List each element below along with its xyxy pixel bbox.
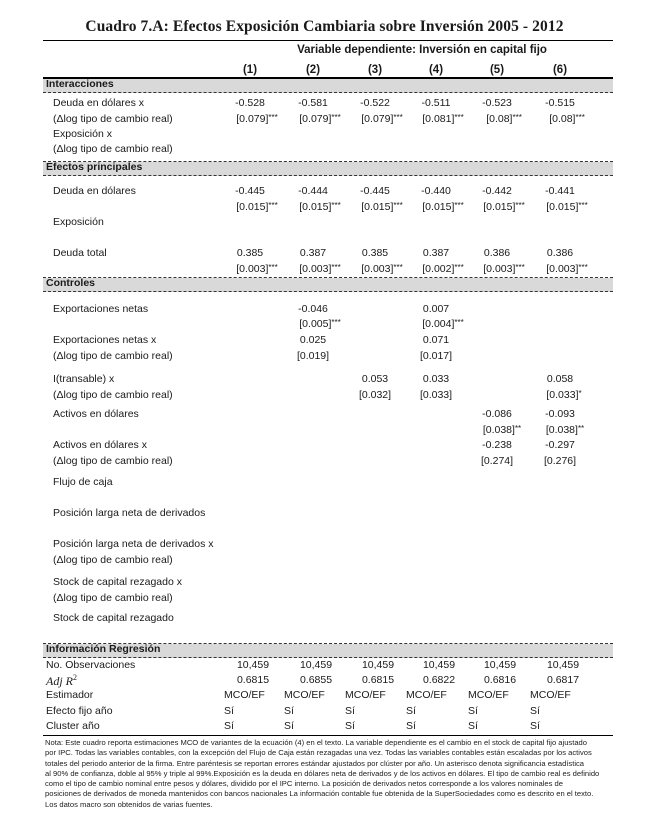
standard-error: [0.079] [361,113,394,125]
standard-error: [0.005] [299,318,332,330]
value-cell: Sí [530,720,540,732]
row-label: Estimador [46,689,94,701]
significance-stars: *** [331,113,341,122]
se-cell [532,113,602,125]
section-label: Interacciones [46,78,114,90]
coef-cell: -0.046 [298,303,328,315]
row-label: Exposición [53,216,104,228]
standard-error: [0.015] [546,201,579,213]
row-label: Cluster año [46,720,100,732]
coef-cell: -0.581 [298,97,328,109]
standard-error: [0.038] [482,424,515,436]
se-cell [529,389,599,401]
value-cell: MCO/EF [530,689,571,701]
section-efectos-principales [43,162,613,176]
coef-cell: 0.053 [361,373,389,385]
value-cell: 0.6855 [299,674,333,686]
row-label: (Δlog tipo de cambio real) [53,389,173,401]
value-cell: Sí [224,705,234,717]
standard-error: [0.015] [361,201,394,213]
row-label: Exportaciones netas [53,303,149,315]
se-cell [285,201,355,213]
column-header-1: (1) [242,64,258,76]
standard-error: [0.079] [236,113,269,125]
note-line: Los datos macro son obtenidos de varias fuentes. [45,799,213,809]
value-cell: Sí [345,705,355,717]
standard-error: [0.079] [299,113,332,125]
row-label: (Δlog tipo de cambio real) [53,143,173,155]
coef-cell: -0.522 [360,97,390,109]
table-note [45,738,615,810]
standard-error: [0.015] [299,201,332,213]
value-cell: MCO/EF [406,689,447,701]
se-cell: [0.033] [419,389,453,401]
coef-cell: -0.440 [421,185,451,197]
standard-error: [0.081] [422,113,455,125]
significance-stars: *** [331,201,341,210]
se-cell [222,201,292,213]
se-cell: [0.274] [480,455,514,467]
significance-stars: *** [578,263,588,272]
coef-cell: -0.445 [360,185,390,197]
note-line: al 90% de confianza, doble al 95% y triple al 99%.Exposición es la deuda en dólares neta de derivados y de los activos en dólares. El tipo de cambio real es definido [45,768,600,778]
significance-stars: *** [454,113,464,122]
section-interacciones [43,79,613,93]
coef-cell: 0.007 [422,303,450,315]
significance-stars: *** [515,263,525,272]
se-cell [285,113,355,125]
value-cell: Sí [530,705,540,717]
significance-stars: *** [454,318,464,327]
standard-error: [0.003] [361,263,394,275]
row-label: Flujo de caja [53,476,113,488]
section-label: Información Regresión [46,643,161,655]
value-cell: 10,459 [299,659,333,671]
row-label: Exposición x [53,128,112,140]
note-line: por IPC. Todas las variables contables, con la excepción del Flujo de Caja están rezagadas una vez. Todas las variables contables están escaladas por los activos [45,748,592,758]
coef-cell: 0.386 [483,247,511,259]
coef-cell: 0.387 [422,247,450,259]
value-cell: 10,459 [361,659,395,671]
coef-cell: -0.444 [298,185,328,197]
coef-cell: -0.442 [482,185,512,197]
se-cell [530,424,600,436]
dependent-variable-header: Variable dependiente: Inversión en capital fijo [297,44,547,56]
value-cell: 0.6815 [236,674,270,686]
value-cell: Sí [468,705,478,717]
significance-stars: *** [331,263,341,272]
significance-stars: ** [514,424,522,433]
significance-stars: *** [268,201,278,210]
section-controles [43,278,613,292]
coef-cell: 0.025 [299,334,327,346]
coef-cell: -0.297 [545,439,575,451]
value-cell: 10,459 [236,659,270,671]
row-label: I(transable) x [53,373,115,385]
se-cell [222,263,292,275]
value-cell: 0.6816 [483,674,517,686]
coef-cell: 0.385 [236,247,264,259]
standard-error: [0.004] [422,318,455,330]
row-label: (Δlog tipo de cambio real) [53,350,173,362]
value-cell: 10,459 [546,659,580,671]
row-label: Stock de capital rezagado [53,612,174,624]
standard-error: [0.08] [549,113,576,125]
coef-cell: -0.523 [482,97,512,109]
row-label: (Δlog tipo de cambio real) [53,554,173,566]
note-line: totales del periodo anterior de la firma. Entre paréntesis se reportan errores estándar ajustados por clúster por año. Un asterisco denota significancia estadística [45,758,585,768]
significance-stars: *** [268,113,278,122]
se-cell [347,113,417,125]
significance-stars: *** [393,201,403,210]
row-label: Posición larga neta de derivados x [53,538,214,550]
row-label: Activos en dólares [53,408,139,420]
significance-stars: *** [578,201,588,210]
section-label: Efectos principales [46,161,143,173]
se-cell [408,318,478,330]
coef-cell: -0.511 [421,97,451,109]
se-cell [532,201,602,213]
se-cell [467,424,537,436]
row-label: (Δlog tipo de cambio real) [53,113,173,125]
coef-cell: 0.386 [546,247,574,259]
significance-stars: *** [454,201,464,210]
row-label: Deuda total [53,247,107,259]
se-cell [469,113,539,125]
se-cell: [0.017] [419,350,453,362]
se-cell [532,263,602,275]
se-cell [347,201,417,213]
standard-error: [0.003] [546,263,579,275]
row-label: Stock de capital rezagado x [53,576,182,588]
table-title: Cuadro 7.A: Efectos Exposición Cambiaria sobre Inversión 2005 - 2012 [85,18,564,35]
coef-cell: -0.515 [545,97,575,109]
column-header-5: (5) [489,64,505,76]
se-cell: [0.276] [543,455,577,467]
significance-stars: *** [575,113,585,122]
standard-error: [0.003] [236,263,269,275]
bottom-rule [43,735,613,736]
top-rule [43,40,613,41]
coef-cell: 0.058 [546,373,574,385]
significance-stars: *** [454,263,464,272]
column-header-3: (3) [367,64,383,76]
value-cell: 0.6815 [361,674,395,686]
se-cell [408,113,478,125]
coef-cell: 0.387 [299,247,327,259]
standard-error: [0.003] [299,263,332,275]
se-cell [469,263,539,275]
section-label: Controles [46,277,96,289]
row-label: Deuda en dólares x [53,97,145,109]
value-cell: MCO/EF [224,689,265,701]
significance-stars: * [578,389,582,398]
value-cell: Sí [406,720,416,732]
row-label: Efecto fijo año [46,705,113,717]
standard-error: [0.015] [236,201,269,213]
value-cell: Sí [284,705,294,717]
value-cell: Sí [345,720,355,732]
value-cell: 0.6822 [422,674,456,686]
se-cell: [0.019] [296,350,330,362]
coef-cell: -0.093 [545,408,575,420]
adj-r2-superscript: 2 [73,673,77,682]
value-cell: MCO/EF [468,689,509,701]
standard-error: [0.015] [422,201,455,213]
coef-cell: 0.071 [422,334,450,346]
standard-error: [0.002] [422,263,455,275]
se-cell [408,263,478,275]
row-label: Activos en dólares x [53,439,147,451]
standard-error: [0.003] [483,263,516,275]
value-cell: Sí [284,720,294,732]
note-line: posiciones de derivados de moneda mantenidos con bancos nacionales La información contable fue obtenida de la SuperSociedades como es descrito en el texto. [45,789,594,799]
significance-stars: *** [393,113,403,122]
section-informacion-regresion [43,644,613,658]
standard-error: [0.015] [483,201,516,213]
se-cell [408,201,478,213]
standard-error: [0.038] [545,424,578,436]
coef-cell: 0.385 [361,247,389,259]
se-cell [285,318,355,330]
value-cell: MCO/EF [345,689,386,701]
significance-stars: *** [393,263,403,272]
standard-error: [0.08] [486,113,513,125]
se-cell: [0.032] [358,389,392,401]
note-line: Nota: Este cuadro reporta estimaciones MCO de variantes de la ecuación (4) en el texto. La variable dependiente es el cambio en el stock de capital fijo ajustado [45,738,587,747]
note-line: como el tipo de cambio nominal entre pesos y dólares, dividido por el IPC interno. La posición de derivados netos corresponde a los valores nominales de [45,779,563,789]
standard-error: [0.033] [546,389,579,401]
se-cell [285,263,355,275]
coef-cell: -0.238 [482,439,512,451]
significance-stars: *** [268,263,278,272]
significance-stars: *** [512,113,522,122]
row-label: Exportaciones netas x [53,334,157,346]
value-cell: Sí [468,720,478,732]
column-header-2: (2) [305,64,321,76]
value-cell: Sí [224,720,234,732]
value-cell: 10,459 [422,659,456,671]
se-cell [469,201,539,213]
column-header-6: (6) [552,64,568,76]
adj-r2-text: Adj R [46,674,73,688]
column-header-4: (4) [428,64,444,76]
row-label: Deuda en dólares [53,185,136,197]
row-label-adj-r2 [46,673,77,689]
value-cell: MCO/EF [284,689,325,701]
value-cell: 10,459 [483,659,517,671]
significance-stars: *** [331,318,341,327]
se-cell [222,113,292,125]
se-cell [347,263,417,275]
row-label: Posición larga neta de derivados [53,507,206,519]
value-cell: Sí [406,705,416,717]
row-label: (Δlog tipo de cambio real) [53,592,173,604]
coef-cell: -0.441 [545,185,575,197]
coef-cell: -0.086 [482,408,512,420]
coef-cell: 0.033 [422,373,450,385]
significance-stars: ** [577,424,585,433]
significance-stars: *** [515,201,525,210]
value-cell: 0.6817 [546,674,580,686]
coef-cell: -0.528 [235,97,265,109]
row-label: No. Observaciones [46,659,136,671]
coef-cell: -0.445 [235,185,265,197]
row-label: (Δlog tipo de cambio real) [53,455,173,467]
